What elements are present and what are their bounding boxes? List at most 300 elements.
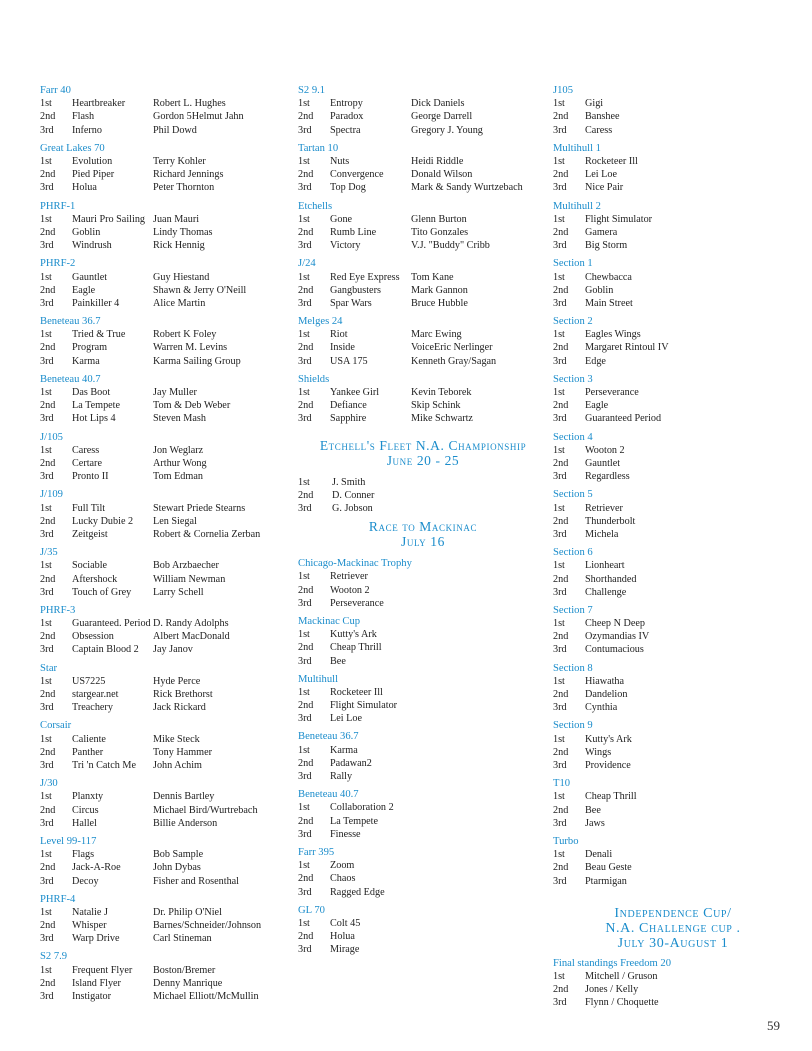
boat-name: Island Flyer <box>72 977 121 989</box>
skipper-name: Tom Edman <box>153 471 203 483</box>
boat-name: Contumacious <box>585 644 644 656</box>
boat-name: Flags <box>72 849 95 861</box>
place: 3rd <box>40 875 54 887</box>
place: 2nd <box>40 457 56 469</box>
result-row <box>40 341 280 354</box>
place: 1st <box>298 329 310 341</box>
place: 1st <box>553 970 565 982</box>
result-row <box>40 932 280 945</box>
boat-name: Cynthia <box>585 702 618 714</box>
place: 3rd <box>553 875 567 887</box>
boat-name: Thunderbolt <box>585 515 636 527</box>
result-row <box>40 226 280 239</box>
place: 2nd <box>40 342 56 354</box>
boat-name: Main Street <box>585 297 633 309</box>
boat-name: Bee <box>330 655 346 667</box>
place: 3rd <box>553 355 567 367</box>
boat-name: Lei Loe <box>330 713 362 725</box>
result-row <box>40 328 280 341</box>
results-section <box>553 835 793 888</box>
boat-name: Gauntlet <box>585 457 621 469</box>
boat-name: Eagle <box>72 284 96 296</box>
results-section <box>40 142 280 195</box>
result-row <box>40 990 280 1003</box>
section-title: Melges 24 <box>298 316 343 328</box>
results-section <box>40 950 280 1003</box>
boat-name: Chaos <box>330 873 356 885</box>
place: 3rd <box>298 886 312 898</box>
boat-name: Convergence <box>330 169 384 181</box>
result-row <box>298 859 548 872</box>
skipper-name: VoiceEric Nerlinger <box>411 342 493 354</box>
boat-name: Spectra <box>330 124 361 136</box>
place: 1st <box>298 802 310 814</box>
place: 2nd <box>298 757 314 769</box>
section-title: J/24 <box>298 258 316 270</box>
place: 2nd <box>40 169 56 181</box>
result-row <box>40 168 280 181</box>
place: 3rd <box>298 944 312 956</box>
place: 2nd <box>553 631 569 643</box>
boat-name: Wings <box>585 746 612 758</box>
result-row <box>298 917 548 930</box>
result-row <box>553 386 793 399</box>
boat-name: Aftershock <box>72 573 118 585</box>
freedom-20-section <box>553 957 793 1010</box>
place: 3rd <box>553 997 567 1009</box>
skipper-name: Skip Schink <box>411 400 461 412</box>
result-row <box>553 124 793 137</box>
result-row <box>40 444 280 457</box>
skipper-name: Heidi Riddle <box>411 155 464 167</box>
boat-name: Gone <box>330 213 353 225</box>
sailor-name: D. Conner <box>332 489 375 501</box>
boat-name: Flight Simulator <box>585 213 653 225</box>
etchells-heading-line1: Etchell's Fleet N.A. Championship <box>319 437 527 453</box>
place: 1st <box>40 502 52 514</box>
place: 2nd <box>40 920 56 932</box>
boat-name: Guaranteed. Period <box>72 618 151 630</box>
boat-name: Caliente <box>72 733 106 745</box>
section-title: PHRF-1 <box>40 200 76 212</box>
skipper-name: Albert MacDonald <box>153 631 230 643</box>
result-row <box>553 790 793 803</box>
results-section <box>40 373 280 426</box>
boat-name: Mirage <box>330 944 360 956</box>
result-row <box>298 297 548 310</box>
result-row <box>40 977 280 990</box>
place: 2nd <box>40 515 56 527</box>
boat-name: Guaranteed Period <box>585 413 662 425</box>
results-section <box>553 546 793 599</box>
section-title: Farr 395 <box>298 846 335 858</box>
section-title: Section 3 <box>553 373 593 385</box>
result-row <box>298 355 548 368</box>
boat-name: Caress <box>72 444 100 456</box>
boat-name: Hot Lips 4 <box>72 413 116 425</box>
boat-name: Certare <box>72 457 102 469</box>
place: 3rd <box>40 817 54 829</box>
boat-name: Flash <box>72 111 95 123</box>
skipper-name: Richard Jennings <box>153 169 224 181</box>
result-row <box>553 515 793 528</box>
place: 3rd <box>40 528 54 540</box>
sailor-name: G. Jobson <box>332 502 373 514</box>
results-section <box>298 200 548 253</box>
boat-name: Planxty <box>72 791 104 803</box>
boat-name: Michela <box>585 528 619 540</box>
place: 2nd <box>40 977 56 989</box>
results-section <box>40 84 280 137</box>
place: 2nd <box>298 931 314 943</box>
result-row <box>553 457 793 470</box>
boat-name: Rumb Line <box>330 226 377 238</box>
boat-name: La Tempete <box>330 815 379 827</box>
boat-name: Perseverance <box>585 387 639 399</box>
place: 1st <box>298 271 310 283</box>
place: 1st <box>40 849 52 861</box>
skipper-name: Carl Stineman <box>153 933 212 945</box>
result-row <box>40 124 280 137</box>
section-title: Beneteau 36.7 <box>298 731 359 743</box>
boat-name: Zoom <box>330 860 355 872</box>
result-row <box>553 733 793 746</box>
result-row <box>40 355 280 368</box>
place: 1st <box>298 98 310 110</box>
place: 3rd <box>40 297 54 309</box>
place: 2nd <box>553 111 569 123</box>
place: 3rd <box>40 586 54 598</box>
section-title: T10 <box>553 778 571 790</box>
boat-name: Nice Pair <box>585 182 624 194</box>
result-row <box>298 213 548 226</box>
results-section <box>40 546 280 599</box>
results-section <box>298 84 548 137</box>
result-row <box>40 919 280 932</box>
result-row <box>553 630 793 643</box>
skipper-name: Robert L. Hughes <box>153 98 226 110</box>
skipper-name: John Dybas <box>153 862 201 874</box>
skipper-name: Mark Gannon <box>411 284 468 296</box>
skipper-name: Michael Elliott/McMullin <box>153 991 259 1003</box>
place: 3rd <box>553 471 567 483</box>
place: 2nd <box>298 400 314 412</box>
boat-name: Entropy <box>330 98 363 110</box>
place: 3rd <box>298 771 312 783</box>
place: 3rd <box>553 586 567 598</box>
section-title: PHRF-3 <box>40 604 76 616</box>
place: 1st <box>40 675 52 687</box>
result-row <box>298 386 548 399</box>
section-title: J/105 <box>40 431 63 443</box>
sailor-name: J. Smith <box>332 476 366 488</box>
skipper-name: Billie Anderson <box>153 817 218 829</box>
place: 1st <box>40 560 52 572</box>
place: 2nd <box>40 226 56 238</box>
result-row <box>40 110 280 123</box>
place: 1st <box>298 917 310 929</box>
result-row <box>553 297 793 310</box>
result-row <box>553 559 793 572</box>
result-row <box>553 399 793 412</box>
mackinac-heading-date: July 16 <box>401 534 445 550</box>
team-name: Jones / Kelly <box>585 984 639 996</box>
boat-name: Windrush <box>72 240 112 252</box>
skipper-name: Len Siegal <box>153 515 197 527</box>
result-row <box>298 770 548 783</box>
place: 3rd <box>40 644 54 656</box>
skipper-name: Rick Hennig <box>153 240 205 252</box>
boat-name: Wooton 2 <box>330 584 370 596</box>
boat-name: Treachery <box>72 702 113 714</box>
result-row <box>40 746 280 759</box>
place: 2nd <box>553 400 569 412</box>
results-section <box>40 488 280 541</box>
result-row <box>40 213 280 226</box>
skipper-name: Donald Wilson <box>411 169 473 181</box>
place: 1st <box>298 155 310 167</box>
skipper-name: Robert K Foley <box>153 329 217 341</box>
result-row <box>553 617 793 630</box>
boat-name: Challenge <box>585 586 627 598</box>
place: 1st <box>553 849 565 861</box>
boat-name: Shorthanded <box>585 573 637 585</box>
place: 3rd <box>298 355 312 367</box>
boat-name: Nuts <box>330 155 350 167</box>
skipper-name: Dr. Philip O'Niel <box>153 906 222 918</box>
boat-name: Obsession <box>72 631 114 643</box>
place: 3rd <box>298 597 312 609</box>
boat-name: Red Eye Express <box>330 271 400 283</box>
place: 3rd <box>298 297 312 309</box>
skipper-name: Tom Kane <box>411 271 454 283</box>
result-row <box>553 688 793 701</box>
place: 1st <box>298 744 310 756</box>
section-title: Multihull <box>298 673 339 685</box>
result-row <box>298 570 548 583</box>
result-row <box>40 875 280 888</box>
result-row <box>40 906 280 919</box>
boat-name: Natalie J <box>72 906 108 918</box>
mackinac-race-heading <box>298 519 548 549</box>
skipper-name: Mike Schwartz <box>411 413 473 425</box>
skipper-name: Bruce Hubble <box>411 297 468 309</box>
result-row <box>40 817 280 830</box>
boat-name: Mauri Pro Sailing <box>72 213 146 225</box>
result-row <box>298 744 548 757</box>
section-title: Mackinac Cup <box>298 615 361 627</box>
boat-name: Lionheart <box>585 560 625 572</box>
result-row <box>40 181 280 194</box>
result-row <box>40 804 280 817</box>
skipper-name: V.J. "Buddy" Cribb <box>411 240 490 252</box>
result-row <box>553 970 793 983</box>
result-row <box>553 643 793 656</box>
place: 2nd <box>298 815 314 827</box>
place: 1st <box>553 791 565 803</box>
result-row <box>553 861 793 874</box>
place: 2nd <box>298 169 314 181</box>
boat-name: Cheap Thrill <box>330 642 382 654</box>
place: 1st <box>40 791 52 803</box>
result-row <box>553 181 793 194</box>
boat-name: Tried & True <box>72 329 126 341</box>
boat-name: Warp Drive <box>72 933 120 945</box>
place: 3rd <box>553 124 567 136</box>
skipper-name: D. Randy Adolphs <box>153 618 229 630</box>
result-row <box>553 848 793 861</box>
result-row <box>553 284 793 297</box>
place: 1st <box>40 964 52 976</box>
boat-name: Evolution <box>72 155 113 167</box>
place: 3rd <box>298 655 312 667</box>
section-title: Beneteau 40.7 <box>298 789 359 801</box>
place: 2nd <box>298 489 314 501</box>
place: 2nd <box>40 111 56 123</box>
boat-name: Karma <box>330 744 358 756</box>
boat-name: Jack-A-Roe <box>72 862 121 874</box>
place: 2nd <box>40 862 56 874</box>
place: 2nd <box>553 573 569 585</box>
results-section <box>298 730 548 783</box>
place: 2nd <box>553 862 569 874</box>
boat-name: Ozymandias IV <box>585 631 650 643</box>
section-title: Section 7 <box>553 604 593 616</box>
result-row <box>298 872 548 885</box>
boat-name: Margaret Rintoul IV <box>585 342 669 354</box>
result-row <box>553 444 793 457</box>
boat-name: Flight Simulator <box>330 700 398 712</box>
boat-name: Hiawatha <box>585 675 625 687</box>
skipper-name: Shawn & Jerry O'Neill <box>153 284 247 296</box>
place: 1st <box>40 98 52 110</box>
result-row <box>40 239 280 252</box>
place: 1st <box>298 387 310 399</box>
result-row <box>40 675 280 688</box>
skipper-name: Stewart Priede Stearns <box>153 502 246 514</box>
boat-name: Jaws <box>585 817 605 829</box>
place: 1st <box>298 686 310 698</box>
results-section <box>553 142 793 195</box>
skipper-name: Karma Sailing Group <box>153 355 241 367</box>
team-name: Mitchell / Gruson <box>585 970 658 982</box>
skipper-name: Mike Steck <box>153 733 200 745</box>
result-row <box>298 699 548 712</box>
boat-name: Edge <box>585 355 606 367</box>
boat-name: Karma <box>72 355 100 367</box>
section-title: Shields <box>298 373 330 385</box>
section-title: J105 <box>553 85 574 96</box>
team-name: Flynn / Choquette <box>585 997 659 1009</box>
skipper-name: John Achim <box>153 760 202 771</box>
result-row <box>40 573 280 586</box>
place: 1st <box>40 329 52 341</box>
boat-name: Eagle <box>585 400 609 412</box>
result-row <box>298 584 548 597</box>
boat-name: Lucky Dubie 2 <box>72 515 134 527</box>
boat-name: stargear.net <box>72 689 119 701</box>
place: 3rd <box>40 760 54 771</box>
place: 2nd <box>40 689 56 701</box>
boat-name: Cheap Thrill <box>585 791 637 803</box>
result-row <box>40 502 280 515</box>
boat-name: Frequent Flyer <box>72 964 133 976</box>
skipper-name: Hyde Perce <box>153 675 201 687</box>
independence-heading-line1: Independence Cup/ <box>614 905 732 921</box>
boat-name: Providence <box>585 760 631 771</box>
place: 2nd <box>40 746 56 758</box>
section-title: J/30 <box>40 778 58 790</box>
boat-name: Victory <box>330 240 361 252</box>
result-row <box>40 861 280 874</box>
boat-name: Sapphire <box>330 413 367 425</box>
results-section <box>40 893 280 946</box>
boat-name: Holua <box>330 931 355 943</box>
result-row <box>298 597 548 610</box>
results-section <box>40 662 280 715</box>
boat-name: Goblin <box>585 284 614 296</box>
skipper-name: Gregory J. Young <box>411 124 483 136</box>
result-row <box>553 502 793 515</box>
skipper-name: Robert & Cornelia Zerban <box>153 528 261 540</box>
boat-name: Denali <box>585 849 613 861</box>
skipper-name: Tom & Deb Weber <box>153 400 231 412</box>
results-section <box>40 431 280 484</box>
skipper-name: Kenneth Gray/Sagan <box>411 355 497 367</box>
place: 3rd <box>298 828 312 840</box>
section-title: Tartan 10 <box>298 142 339 154</box>
results-column-middle <box>298 84 548 962</box>
results-section <box>40 835 280 888</box>
result-row <box>40 457 280 470</box>
skipper-name: Dennis Bartley <box>153 791 215 803</box>
result-row <box>298 341 548 354</box>
boat-name: Rally <box>330 771 353 783</box>
place: 2nd <box>40 284 56 296</box>
boat-name: USA 175 <box>330 355 368 367</box>
place: 2nd <box>40 804 56 816</box>
boat-name: Riot <box>330 329 348 341</box>
place: 2nd <box>298 642 314 654</box>
result-row <box>553 528 793 541</box>
result-row <box>553 97 793 110</box>
results-section <box>40 200 280 253</box>
place: 3rd <box>553 182 567 194</box>
result-row <box>298 801 548 814</box>
place: 3rd <box>40 124 54 136</box>
boat-name: Finesse <box>330 828 361 840</box>
skipper-name: Phil Dowd <box>153 124 197 136</box>
skipper-name: William Newman <box>153 573 226 585</box>
skipper-name: Tito Gonzales <box>411 226 469 238</box>
skipper-name: Bob Sample <box>153 849 204 861</box>
skipper-name: George Darrell <box>411 111 473 123</box>
result-row <box>40 759 280 772</box>
boat-name: Goblin <box>72 226 101 238</box>
place: 2nd <box>553 746 569 758</box>
skipper-name: Denny Manrique <box>153 977 223 989</box>
results-section <box>298 142 548 195</box>
skipper-name: Tony Hammer <box>153 746 212 758</box>
boat-name: Whisper <box>72 920 107 932</box>
result-row <box>553 470 793 483</box>
result-row <box>298 412 548 425</box>
boat-name: Painkiller 4 <box>72 297 120 309</box>
place: 1st <box>40 906 52 918</box>
skipper-name: Peter Thornton <box>153 182 215 194</box>
place: 2nd <box>298 584 314 596</box>
place: 3rd <box>40 933 54 945</box>
